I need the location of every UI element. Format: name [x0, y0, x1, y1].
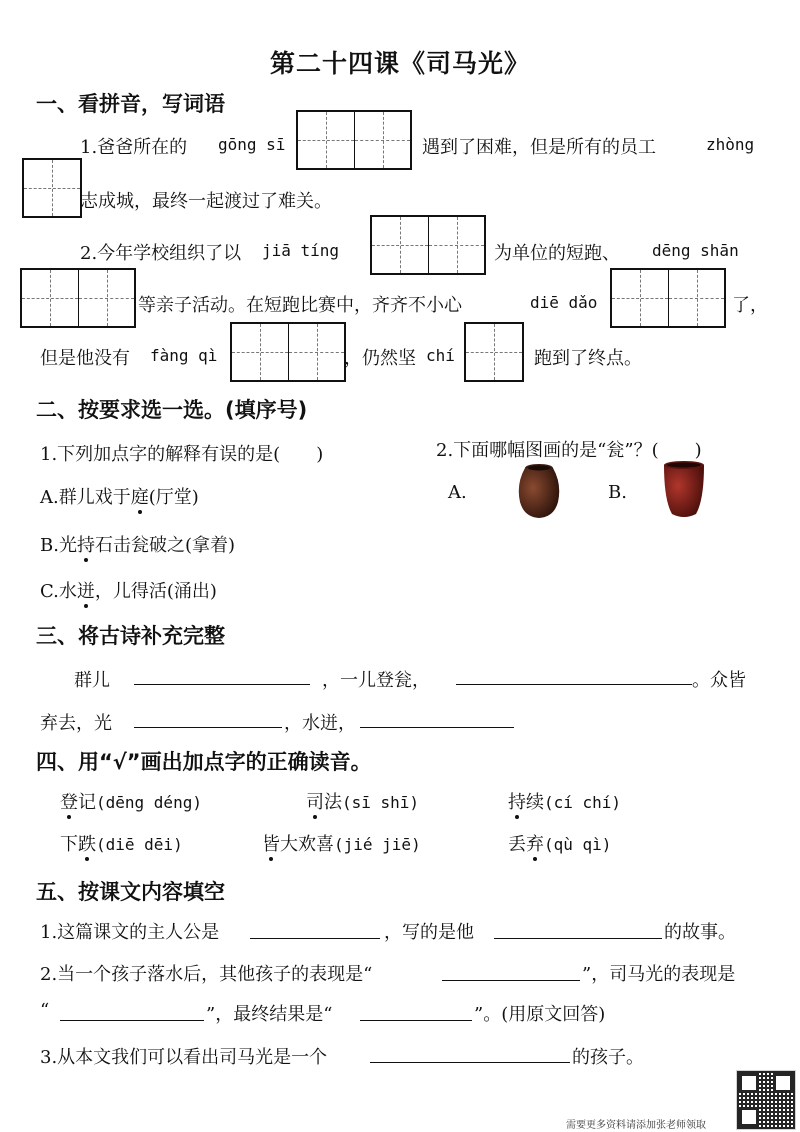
- s5-q2-a: 2.当一个孩子落水后，其他孩子的表现是“: [40, 964, 373, 985]
- reading-item-3[interactable]: 持续(cí chí): [508, 792, 622, 813]
- jar-b-image: [658, 460, 710, 520]
- poem-text-3: 。众皆: [692, 670, 746, 691]
- poem-text-1: 群儿: [74, 670, 110, 691]
- q1-text-c: 志成城，最终一起渡过了难关。: [80, 191, 332, 212]
- s5-q2-c: “: [40, 1000, 50, 1021]
- q2-text-c: 等亲子活动。在短跑比赛中，齐齐不小心: [138, 295, 462, 316]
- reading-item-4[interactable]: 下跌(diē dēi): [60, 834, 183, 855]
- dotted-char: 迸: [76, 581, 95, 602]
- q1-text-a: 1.爸爸所在的: [80, 137, 188, 158]
- pinyin-diedao: diē dǎo: [530, 293, 598, 312]
- section-3-heading: 三、将古诗补充完整: [36, 624, 225, 648]
- answer-box-gongsi[interactable]: [296, 110, 412, 170]
- qr-code-icon: [736, 1070, 796, 1130]
- s2-option-c: C.水迸，儿得活(涌出): [40, 581, 217, 602]
- answer-box-chi[interactable]: [464, 322, 524, 382]
- s5-q2-d: ”，最终结果是“: [206, 1004, 333, 1025]
- q1-text-b: 遇到了困难，但是所有的员工: [422, 137, 656, 158]
- s5-blank-6[interactable]: [370, 1062, 570, 1063]
- s5-q1-a: 1.这篇课文的主人公是: [40, 922, 220, 943]
- q2-text-g: 跑到了终点。: [534, 348, 642, 369]
- poem-blank-4[interactable]: [360, 727, 514, 728]
- image-a-label: A.: [448, 482, 467, 503]
- q2-text-e: 但是他没有: [40, 348, 130, 369]
- section-2-heading: 二、按要求选一选。(填序号): [36, 398, 308, 422]
- s5-blank-5[interactable]: [360, 1020, 472, 1021]
- reading-item-6[interactable]: 丢弃(qù qì): [508, 834, 612, 855]
- poem-blank-1[interactable]: [134, 684, 310, 685]
- s2-q2: 2.下面哪幅图画的是“瓮”？( ): [436, 440, 702, 461]
- s5-q2-b: ”，司马光的表现是: [582, 964, 736, 985]
- q2-text-a: 2.今年学校组织了以: [80, 243, 242, 264]
- s5-blank-3[interactable]: [442, 980, 580, 981]
- section-1-heading: 一、看拼音，写词语: [36, 92, 225, 116]
- s5-blank-2[interactable]: [494, 938, 662, 939]
- s5-q1-c: 的故事。: [664, 922, 736, 943]
- answer-box-diedao[interactable]: [610, 268, 726, 328]
- jar-a-image: [514, 462, 564, 520]
- pinyin-fangqi: fàng qì: [150, 346, 218, 365]
- q2-text-f: ，仍然坚: [344, 348, 416, 369]
- reading-item-1[interactable]: 登记(dēng déng): [60, 792, 202, 813]
- poem-text-5: ，水迸，: [284, 713, 356, 734]
- poem-blank-3[interactable]: [134, 727, 282, 728]
- reading-item-2[interactable]: 司法(sī shī): [306, 792, 420, 813]
- s5-q3-b: 的孩子。: [572, 1047, 644, 1068]
- footer-note: 需要更多资料请添加张老师领取: [566, 1120, 706, 1131]
- poem-text-2: ，一儿登瓮，: [322, 670, 430, 691]
- poem-text-4: 弃去，光: [40, 713, 112, 734]
- s2-option-b: B.光持石击瓮破之(拿着): [40, 535, 235, 556]
- s5-blank-1[interactable]: [250, 938, 380, 939]
- s5-q1-b: ，写的是他: [384, 922, 474, 943]
- pinyin-jiating: jiā tíng: [262, 241, 340, 260]
- s5-blank-4[interactable]: [60, 1020, 204, 1021]
- answer-box-zhong[interactable]: [22, 158, 82, 218]
- s2-q1: 1.下列加点字的解释有误的是( ): [40, 444, 324, 465]
- section-5-heading: 五、按课文内容填空: [36, 880, 225, 904]
- reading-item-5[interactable]: 皆大欢喜(jié jiē): [262, 834, 421, 855]
- image-b-label: B.: [608, 482, 627, 503]
- pinyin-zhong: zhòng: [706, 135, 755, 154]
- q2-text-d: 了，: [732, 295, 768, 316]
- dotted-char: 持: [76, 535, 95, 556]
- s2-option-a: A.群儿戏于庭(厅堂): [40, 487, 199, 508]
- s5-q2-e: ”。(用原文回答): [474, 1004, 606, 1025]
- answer-box-fangqi[interactable]: [230, 322, 346, 382]
- poem-blank-2[interactable]: [456, 684, 692, 685]
- q2-text-b: 为单位的短跑、: [494, 243, 620, 264]
- s5-q3-a: 3.从本文我们可以看出司马光是一个: [40, 1047, 328, 1068]
- dotted-char: 庭: [130, 487, 149, 508]
- answer-box-dengshan[interactable]: [20, 268, 136, 328]
- pinyin-dengshan: dēng shān: [652, 241, 739, 260]
- pinyin-chi: chí: [426, 346, 455, 365]
- answer-box-jiating[interactable]: [370, 215, 486, 275]
- pinyin-gongsi: gōng sī: [218, 135, 286, 154]
- section-4-heading: 四、用“√”画出加点字的正确读音。: [36, 750, 372, 774]
- page-title: 第二十四课《司马光》: [269, 49, 530, 78]
